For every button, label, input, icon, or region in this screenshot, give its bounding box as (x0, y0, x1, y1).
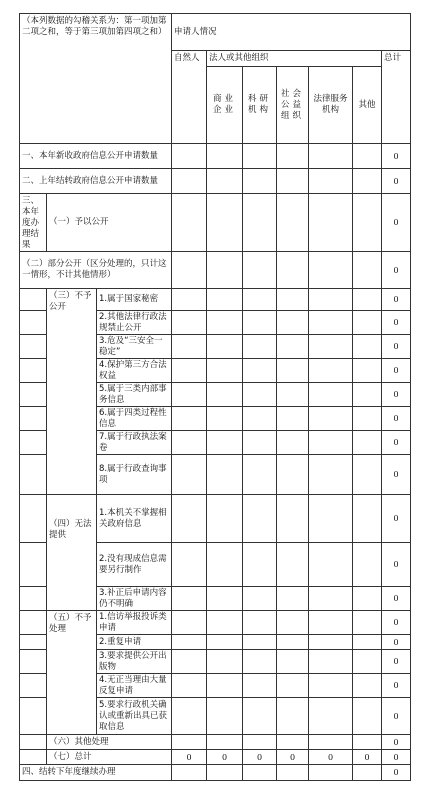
sub-item-total: 0 (382, 674, 411, 698)
grand-total-total: 0 (382, 750, 411, 765)
column-note-cell: （本列数据的勾稽关系为：第一项加第二项之和，等于第三项加第四项之和） (20, 14, 172, 144)
sub-item-label: 5.要求行政机关确认或重新出具已获取信息 (97, 698, 172, 735)
legal-service-header: 法律服务机构 (309, 67, 353, 144)
group-partial-label: （二）部分公开（区分处理的，只计这一情形，不计其他情形） (20, 252, 172, 289)
row-carried-over-label: 二、上年结转政府信息公开申请数量 (20, 169, 172, 194)
sub-item-total: 0 (382, 495, 411, 543)
sub-item-total: 0 (382, 543, 411, 587)
sub-item-label: 2.重复申请 (97, 635, 172, 650)
sub-item-label: 1.信访举报投诉类申请 (97, 611, 172, 635)
group-other-handling-total: 0 (382, 735, 411, 750)
row-carry-forward-total: 0 (382, 765, 411, 781)
disclosure-statistics-table (19, 13, 411, 781)
group-disclosed-total: 0 (382, 194, 411, 252)
sub-item-total: 0 (382, 650, 411, 674)
sub-item-label: 1.本机关不掌握相关政府信息 (97, 495, 172, 543)
sub-item-label: 3.危及“三安全一稳定” (97, 335, 172, 359)
sub-item-total: 0 (382, 359, 411, 383)
sub-item-total: 0 (382, 587, 411, 611)
sub-item-label: 4.无正当理由大量反复申请 (97, 674, 172, 698)
other-header: 其他 (353, 67, 382, 144)
commercial-enterprise-header: 商业企业 (207, 67, 243, 144)
grand-total-social: 0 (277, 750, 309, 765)
group-grand-total-label: （七）总计 (47, 750, 172, 765)
sub-item-label: 2.其他法律行政法规禁止公开 (97, 311, 172, 335)
grand-total-commercial: 0 (207, 750, 243, 765)
row-new-requests-total: 0 (382, 144, 411, 169)
sub-item-label: 8.属于行政查询事项 (97, 455, 172, 495)
sub-item-total: 0 (382, 431, 411, 455)
applicant-situation-header: 申请人情况 (172, 14, 411, 51)
sub-item-label: 3.补正后申请内容仍不明确 (97, 587, 172, 611)
sub-item-total: 0 (382, 611, 411, 635)
sub-item-total: 0 (382, 383, 411, 407)
group-not-disclosed-label: （三）不予公开 (47, 289, 97, 495)
sub-item-total: 0 (382, 455, 411, 495)
grand-total-research: 0 (243, 750, 277, 765)
grand-total-other: 0 (353, 750, 382, 765)
sub-item-label: 4.保护第三方合法权益 (97, 359, 172, 383)
row-carry-forward-label: 四、结转下年度继续办理 (20, 765, 172, 781)
sub-item-total: 0 (382, 289, 411, 311)
legal-entity-header: 法人或其他组织 (207, 51, 382, 67)
sub-item-label: 6.属于四类过程性信息 (97, 407, 172, 431)
sub-item-label: 1.属于国家秘密 (97, 289, 172, 311)
sub-item-label: 5.属于三类内部事务信息 (97, 383, 172, 407)
sub-item-label: 7.属于行政执法案卷 (97, 431, 172, 455)
group-partial-total: 0 (382, 252, 411, 289)
handling-results-label: 三、本年度办理结果 (20, 194, 47, 252)
sub-item-label: 2.没有现成信息需要另行制作 (97, 543, 172, 587)
sub-item-label: 3.要求提供公开出版物 (97, 650, 172, 674)
total-header: 总计 (382, 51, 411, 144)
sub-item-total: 0 (382, 335, 411, 359)
social-welfare-header: 社会公益组织 (277, 67, 309, 144)
row-carried-over-total: 0 (382, 169, 411, 194)
research-institution-header: 科研机构 (243, 67, 277, 144)
group-unable-provide-label: （四）无法提供 (47, 495, 97, 611)
group-other-handling-label: （六）其他处理 (47, 735, 172, 750)
sub-item-total: 0 (382, 635, 411, 650)
sub-item-total: 0 (382, 311, 411, 335)
grand-total-legal: 0 (309, 750, 353, 765)
row-new-requests-label: 一、本年新收政府信息公开申请数量 (20, 144, 172, 169)
sub-item-total: 0 (382, 698, 411, 735)
group-not-processed-label: （五）不予处理 (47, 611, 97, 735)
group-disclosed-label: （一）予以公开 (47, 194, 172, 252)
grand-total-natural: 0 (172, 750, 207, 765)
sub-item-total: 0 (382, 407, 411, 431)
natural-person-header: 自然人 (172, 51, 207, 144)
